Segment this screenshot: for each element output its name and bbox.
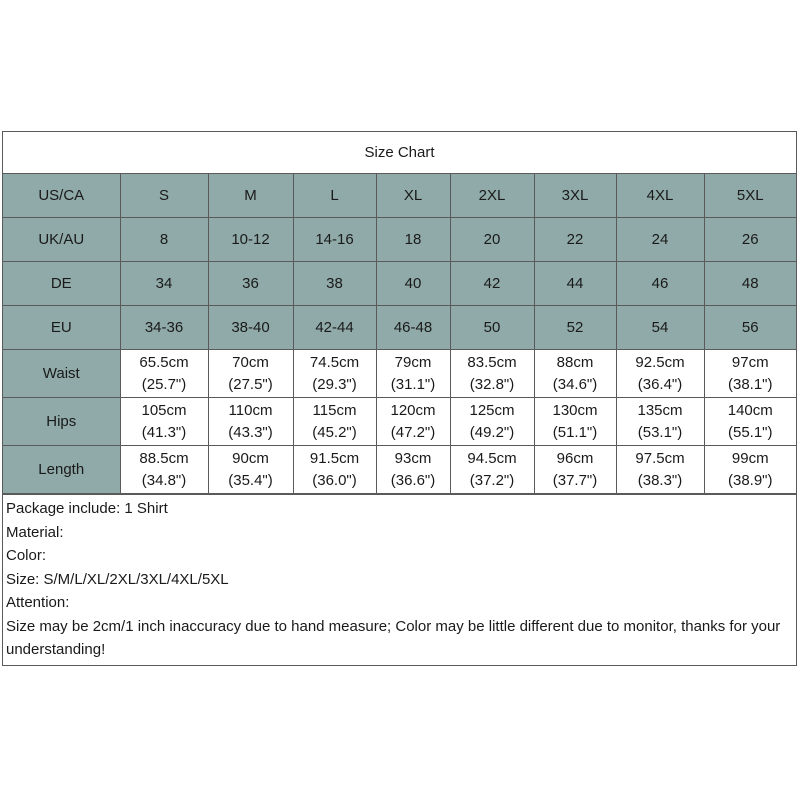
inch-value: (31.1") [390,375,436,393]
inch-value: (43.3") [228,423,273,441]
cm-value: 74.5cm [309,353,360,371]
size-cell: 46 [616,262,704,306]
inch-value: (36.6") [390,471,436,489]
size-cell: 40 [376,262,450,306]
size-cell: 52 [534,306,616,350]
cm-value: 65.5cm [139,353,189,371]
row-label: DE [3,262,120,306]
cm-value: 88.5cm [139,449,189,467]
measure-cell [616,350,704,398]
measure-cell [450,350,534,398]
measure-cell [534,398,616,446]
measure-cell [120,398,208,446]
measure-cell [616,398,704,446]
measure-row [3,350,796,398]
size-chart [2,131,797,666]
size-cell: 42-44 [293,306,376,350]
size-cell: L [293,174,376,218]
inch-value: (25.7") [141,375,187,393]
size-cell: 2XL [450,174,534,218]
inch-value: (41.3") [141,423,187,441]
size-cell: 48 [704,262,796,306]
row-label: Hips [3,398,120,446]
size-cell: 38 [293,262,376,306]
cm-value: 94.5cm [467,449,517,467]
cm-value: 88cm [556,353,594,371]
size-cell: 34 [120,262,208,306]
inch-value: (37.2") [469,471,515,489]
measure-cell [208,350,293,398]
size-cell: 56 [704,306,796,350]
size-cell: XL [376,174,450,218]
cm-value: 130cm [552,401,598,419]
measure-cell [376,398,450,446]
cm-value: 120cm [390,401,436,419]
inch-value: (53.1") [637,423,683,441]
inch-value: (36.4") [637,375,683,393]
cm-value: 135cm [637,401,683,419]
measure-cell [704,398,796,446]
chart-title: Size Chart [3,132,796,174]
row-label: Waist [3,350,120,398]
package-note: Package include: 1 Shirt [6,500,168,517]
size-row [3,306,796,350]
cm-value: 96cm [556,449,594,467]
size-cell: 5XL [704,174,796,218]
material-note: Material: [6,523,64,541]
size-note: Size: S/M/L/XL/2XL/3XL/4XL/5XL [6,570,229,588]
size-cell: 36 [208,262,293,306]
size-cell: 20 [450,218,534,262]
measure-cell [376,350,450,398]
inch-value: (38.3") [637,471,683,489]
inch-value: (55.1") [727,423,773,441]
cm-value: 105cm [141,401,187,419]
color-note: Color: [6,547,47,564]
measure-cell [376,446,450,494]
measure-cell [534,350,616,398]
cm-value: 115cm [312,401,357,419]
cm-value: 90cm [232,449,269,467]
size-table [3,174,796,494]
inch-value: (29.3") [312,375,357,393]
measure-cell [208,446,293,494]
measure-cell [208,398,293,446]
inch-value: (47.2") [390,423,436,441]
measure-cell [450,446,534,494]
inch-value: (51.1") [552,423,598,441]
size-cell: 38-40 [208,306,293,350]
disclaimer-note: Size may be 2cm/1 inch inaccuracy due to hand measure; Color may be little different due to monitor, thanks for your understanding! [6,617,781,658]
cm-value: 93cm [394,449,432,467]
size-row [3,174,796,218]
cm-value: 92.5cm [635,353,685,371]
inch-value: (37.7") [552,471,598,489]
cm-value: 110cm [228,401,273,419]
inch-value: (38.9") [727,471,773,489]
size-row [3,262,796,306]
cm-value: 97cm [731,353,769,371]
row-label: Length [3,446,120,494]
inch-value: (27.5") [228,375,273,393]
cm-value: 91.5cm [309,449,360,467]
size-row [3,218,796,262]
size-cell: 3XL [534,174,616,218]
row-label: EU [3,306,120,350]
inch-value: (38.1") [727,375,773,393]
size-cell: 14-16 [293,218,376,262]
inch-value: (35.4") [228,471,273,489]
inch-value: (36.0") [312,471,357,489]
row-label: UK/AU [3,218,120,262]
measure-cell [120,446,208,494]
cm-value: 125cm [469,401,515,419]
size-cell: M [208,174,293,218]
size-cell: 22 [534,218,616,262]
cm-value: 70cm [232,353,269,371]
measure-cell [534,446,616,494]
size-cell: 10-12 [208,218,293,262]
measure-cell [450,398,534,446]
inch-value: (34.8") [141,471,187,489]
size-cell: 54 [616,306,704,350]
measure-row [3,398,796,446]
measure-cell [293,446,376,494]
measure-cell [616,446,704,494]
size-cell: 46-48 [376,306,450,350]
size-cell: 44 [534,262,616,306]
cm-value: 97.5cm [635,449,685,467]
size-cell: 42 [450,262,534,306]
cm-value: 140cm [727,401,773,419]
size-cell: 26 [704,218,796,262]
inch-value: (45.2") [312,423,357,441]
size-cell: 8 [120,218,208,262]
inch-value: (49.2") [469,423,515,441]
row-label: US/CA [3,174,120,218]
inch-value: (34.6") [552,375,598,393]
size-cell: 18 [376,218,450,262]
measure-cell [293,350,376,398]
measure-cell [120,350,208,398]
inch-value: (32.8") [469,375,515,393]
measure-row [3,446,796,494]
size-cell: 50 [450,306,534,350]
cm-value: 99cm [731,449,769,467]
cm-value: 83.5cm [467,353,517,371]
size-cell: 24 [616,218,704,262]
size-cell: 4XL [616,174,704,218]
size-cell: 34-36 [120,306,208,350]
measure-cell [704,446,796,494]
cm-value: 79cm [394,353,432,371]
measure-cell [704,350,796,398]
size-cell: S [120,174,208,218]
attention-note: Attention: [6,594,70,611]
product-notes [3,494,796,662]
measure-cell [293,398,376,446]
